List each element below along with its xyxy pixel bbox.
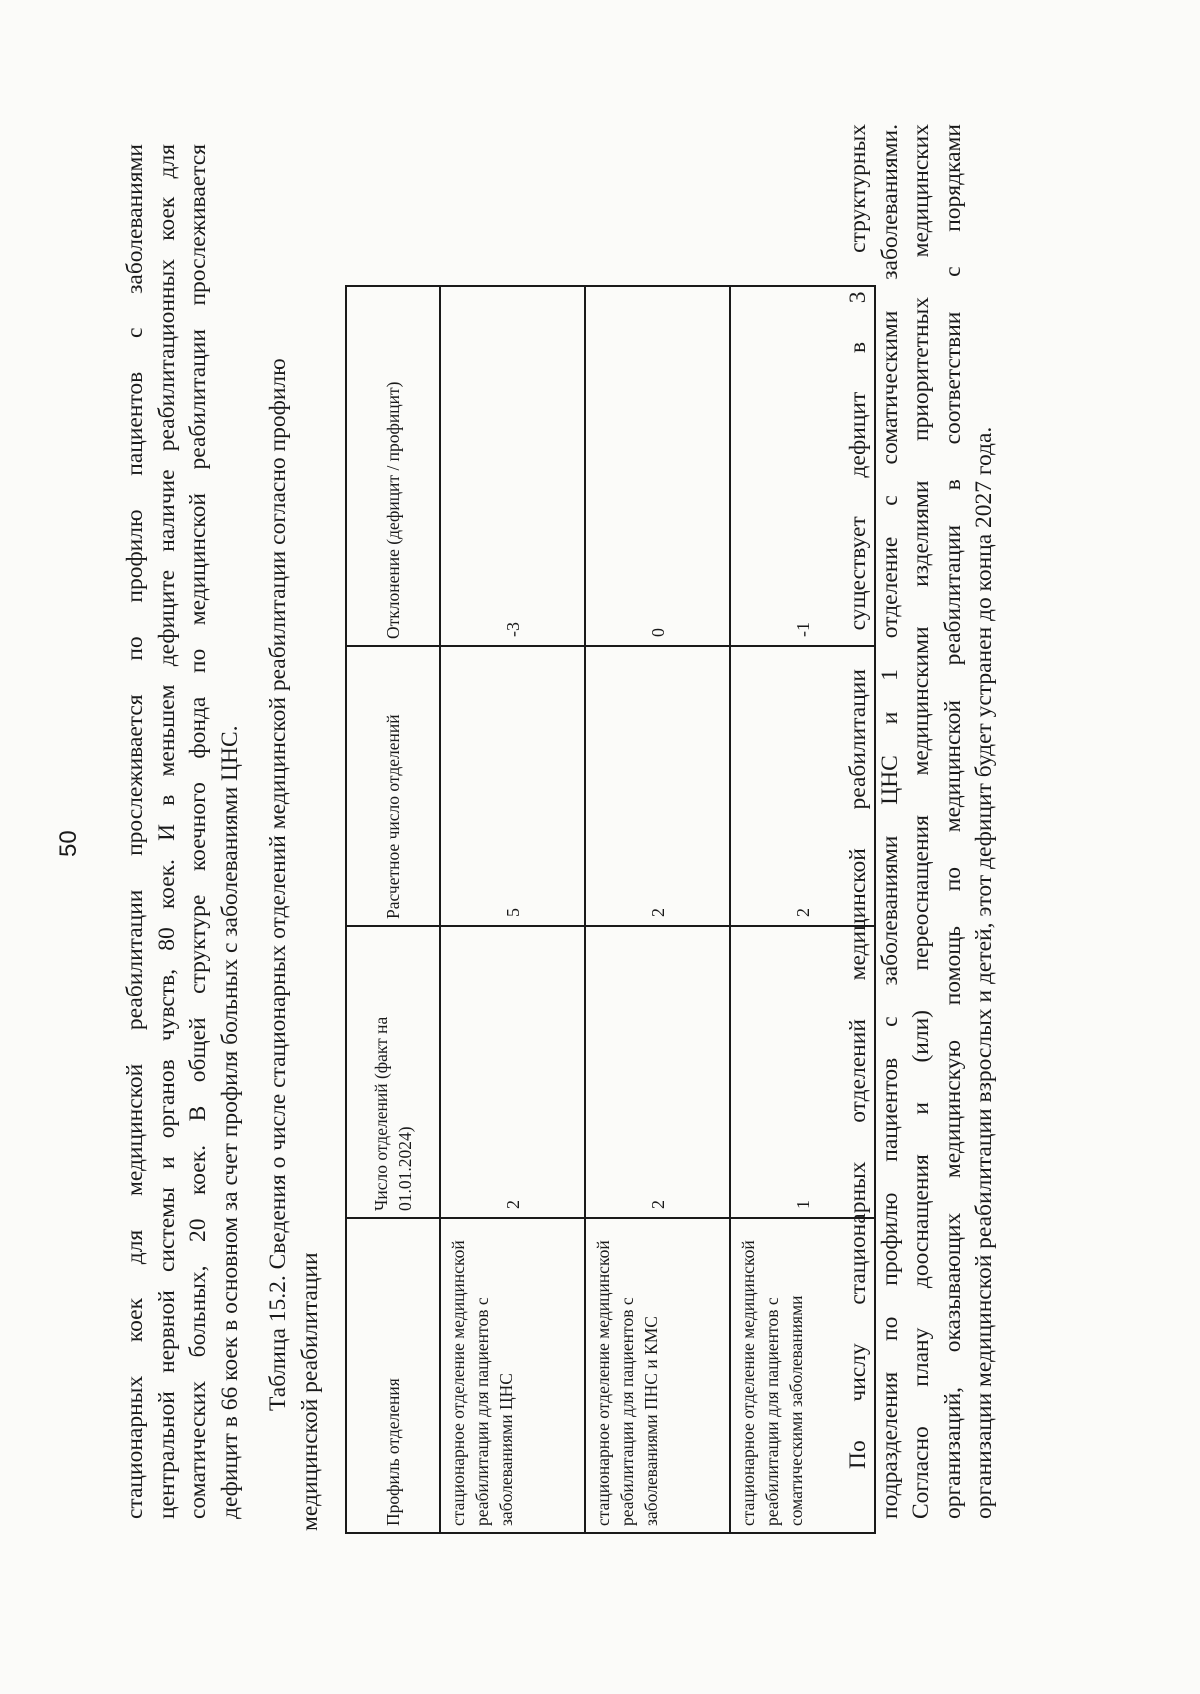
table-header-row [346, 286, 440, 1533]
header-profile: Профиль отделения [346, 1218, 440, 1533]
cell-profile: стационарное отделение медицинской реабилитации для пациентов с соматическими заболеваниями [730, 1218, 875, 1533]
departments-table [345, 285, 876, 1534]
paragraph-line: организации медицинской реабилитации взрослых и детей, этот дефицит будет устранен до конца 2027 года. [971, 426, 997, 1519]
cell-calculated: 2 [730, 646, 875, 926]
header-calculated: Расчетное число отделений [346, 646, 440, 926]
intro-paragraph [120, 144, 246, 1519]
cell-fact: 1 [730, 926, 875, 1218]
table-row [440, 286, 585, 1533]
cell-profile: стационарное отделение медицинской реабилитации для пациентов с заболеваниями ПНС и КМС [585, 1218, 730, 1533]
cell-fact: 2 [440, 926, 585, 1218]
cell-deviation: 0 [585, 286, 730, 646]
conclusion-paragraph [843, 124, 1001, 1519]
paragraph-line: стационарных коек для медицинской реабилитации прослеживается по профилю пациентов с заболеваниями [122, 144, 148, 1519]
table-row [585, 286, 730, 1533]
page-number: 50 [55, 830, 82, 857]
cell-deviation: -3 [440, 286, 585, 646]
paragraph-line: По числу стационарных отделений медицинской реабилитации существует дефицит в 3 структурных [845, 124, 871, 1469]
table-caption [263, 231, 326, 1531]
header-fact: Число отделений (факт на 01.01.2024) [346, 926, 440, 1218]
cell-calculated: 2 [585, 646, 730, 926]
cell-fact: 2 [585, 926, 730, 1218]
paragraph-line: Согласно плану дооснащения и (или) переоснащения медицинскими изделиями приоритетных медицинских [908, 124, 934, 1519]
header-deviation: Отклонение (дефицит / профицит) [346, 286, 440, 646]
paragraph-line: центральной нервной системы и органов чувств, 80 коек. И в меньшем дефиците наличие реабилитационных коек для [153, 144, 180, 1519]
caption-line: медицинской реабилитации [296, 1252, 323, 1531]
cell-deviation: -1 [730, 286, 875, 646]
paragraph-line: соматических больных, 20 коек. В общей структуре коечного фонда по медицинской реабилитации прослеживается [185, 144, 211, 1519]
paragraph-line: дефицит в 66 коек в основном за счет профиля больных с заболеваниями ЦНС. [216, 725, 243, 1519]
paragraph-line: подразделения по профилю пациентов с заболеваниями ЦНС и 1 отделение с соматическими заболеваниями. [876, 124, 903, 1519]
cell-calculated: 5 [440, 646, 585, 926]
cell-profile: стационарное отделение медицинской реабилитации для пациентов с заболеваниями ЦНС [440, 1218, 585, 1533]
caption-line: Таблица 15.2. Сведения о числе стационарных отделений медицинской реабилитации согласно профилю [265, 358, 291, 1411]
paragraph-line: организаций, оказывающих медицинскую помощь по медицинской реабилитации в соответствии с порядками [939, 124, 966, 1519]
departments-table-wrapper [345, 285, 876, 1534]
